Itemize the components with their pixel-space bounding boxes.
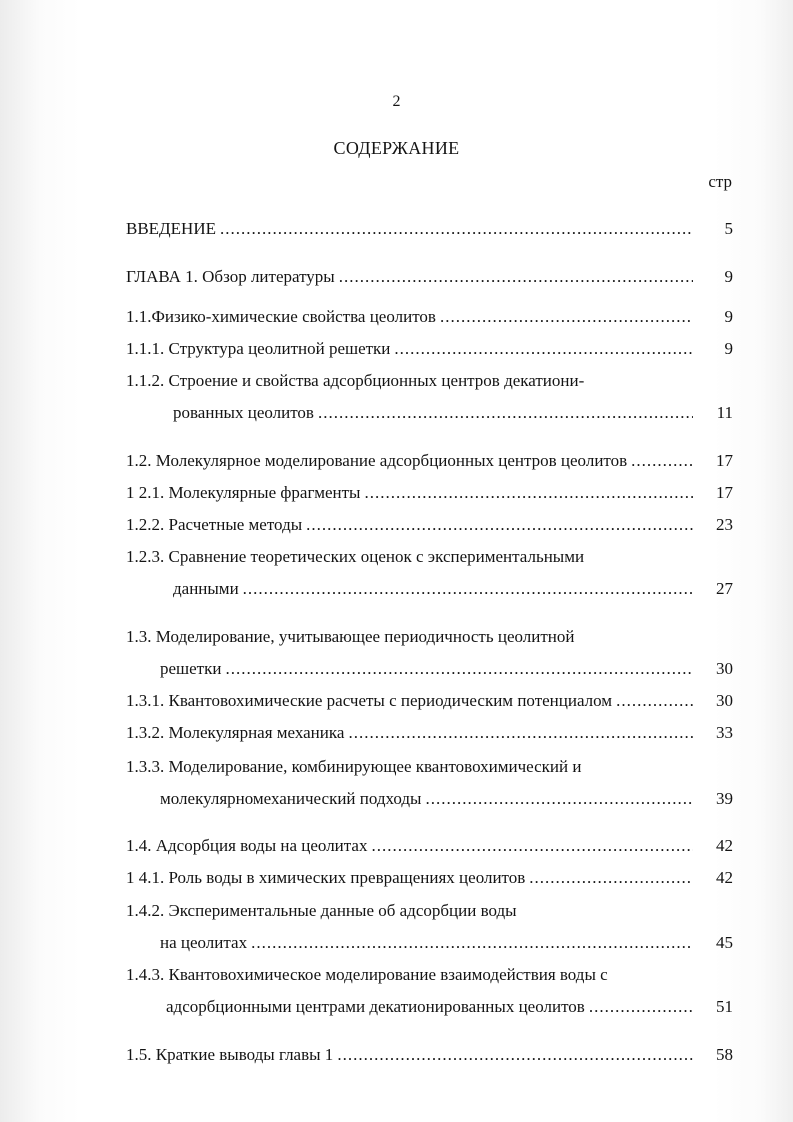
toc-page-number: 45 [716, 933, 733, 952]
toc-entry-title: 1.4.3. Квантовохимическое моделирование взаимодействия воды с [126, 965, 608, 984]
toc-entry-chapter-1 [126, 266, 733, 288]
toc-page-number: 27 [716, 579, 733, 598]
toc-entry-title: 1.5. Краткие выводы главы 1 [126, 1045, 334, 1064]
dot-leader [394, 338, 693, 360]
toc-page-number: 9 [724, 339, 733, 358]
toc-entry-title-continuation: данными [173, 579, 239, 598]
toc-entry-1-1 [126, 306, 733, 328]
toc-page-number: 9 [724, 307, 733, 326]
toc-entry-title: 1.3.3. Моделирование, комбинирующее квантовохимический и [126, 757, 582, 776]
toc-page-number: 17 [716, 451, 733, 470]
toc-entry-title: 1.3.1. Квантовохимические расчеты с периодическим потенциалом [126, 691, 613, 710]
toc-entry-title: 1.4.2. Экспериментальные данные об адсорбции воды [126, 901, 517, 920]
toc-entry-introduction [126, 218, 733, 240]
toc-entry-title: 1.1.1. Структура цеолитной решетки [126, 339, 391, 358]
dot-leader [616, 690, 693, 712]
dot-leader [243, 578, 693, 600]
dot-leader [440, 306, 693, 328]
toc-entry-title-continuation: на цеолитах [160, 933, 248, 952]
toc-entry-1-4-3 [126, 964, 666, 986]
toc-page-number: 42 [716, 868, 733, 887]
page-column-label: стр [708, 172, 732, 191]
toc-entry-1-1-2 [126, 370, 666, 392]
toc-entry-1-4-2 [126, 900, 666, 922]
dot-leader [251, 932, 693, 954]
page-title: СОДЕРЖАНИЕ [333, 138, 460, 158]
toc-entry-title: 1.2.3. Сравнение теоретических оценок с экспериментальными [126, 547, 585, 566]
toc-page-number: 42 [716, 836, 733, 855]
toc-entry-1-2-2 [126, 514, 733, 536]
dot-leader [220, 218, 693, 240]
toc-page-number: 39 [716, 789, 733, 808]
toc-entry-title-continuation: рованных цеолитов [173, 403, 314, 422]
toc-entry-1-1-2-continuation [173, 402, 733, 424]
toc-entry-1-4-3-continuation [166, 996, 733, 1018]
dot-leader [529, 867, 693, 889]
toc-page-number: 23 [716, 515, 733, 534]
dot-leader [339, 266, 693, 288]
toc-entry-title: 1.2. Молекулярное моделирование адсорбционных центров цеолитов [126, 451, 628, 470]
toc-page-number: 51 [716, 997, 733, 1016]
toc-entry-1-1-1 [126, 338, 733, 360]
toc-page-number: 58 [716, 1045, 733, 1064]
toc-page-number: 30 [716, 659, 733, 678]
dot-leader [589, 996, 693, 1018]
toc-entry-1-3-1 [126, 690, 733, 712]
dot-leader [364, 482, 693, 504]
dot-leader [225, 658, 693, 680]
toc-entry-1-2 [126, 450, 733, 472]
toc-entry-title: 1.3. Моделирование, учитывающее периодичность цеолитной [126, 627, 575, 646]
toc-entry-title-continuation: решетки [160, 659, 222, 678]
toc-entry-1-3-continuation [160, 658, 733, 680]
dot-leader [306, 514, 693, 536]
toc-page-number: 30 [716, 691, 733, 710]
toc-entry-title: 1.3.2. Молекулярная механика [126, 723, 345, 742]
toc-entry-1-4-2-continuation [160, 932, 733, 954]
toc-entry-1-3-3 [126, 756, 666, 778]
page-number: 2 [392, 93, 401, 110]
toc-page-number: 17 [716, 483, 733, 502]
dot-leader [337, 1044, 693, 1066]
toc-entry-1-3-3-continuation [160, 788, 733, 810]
toc-entry-title: ГЛАВА 1. Обзор литературы [126, 267, 335, 286]
toc-entry-title: 1.2.2. Расчетные методы [126, 515, 303, 534]
toc-entry-title-continuation: адсорбционными центрами декатионированных цеолитов [166, 997, 585, 1016]
toc-page-number: 11 [716, 403, 733, 422]
toc-entry-1-4-1 [126, 867, 733, 889]
toc-entry-title: ВВЕДЕНИЕ [126, 219, 216, 238]
toc-entry-title: 1.4. Адсорбция воды на цеолитах [126, 836, 368, 855]
toc-entry-1-2-3 [126, 546, 666, 568]
toc-entry-1-4 [126, 835, 733, 857]
dot-leader [348, 722, 693, 744]
dot-leader [371, 835, 693, 857]
toc-entry-1-3 [126, 626, 666, 648]
toc-entry-title: 1 4.1. Роль воды в химических превращениях цеолитов [126, 868, 526, 887]
toc-entry-title: 1.1.Физико-химические свойства цеолитов [126, 307, 436, 326]
toc-entry-title: 1 2.1. Молекулярные фрагменты [126, 483, 361, 502]
toc-entry-1-3-2 [126, 722, 733, 744]
dot-leader [318, 402, 693, 424]
toc-entry-title: 1.1.2. Строение и свойства адсорбционных центров декатиони- [126, 371, 585, 390]
toc-entry-1-5 [126, 1044, 733, 1066]
toc-entry-1-2-1 [126, 482, 733, 504]
dot-leader [631, 450, 693, 472]
toc-page-number: 9 [724, 267, 733, 286]
toc-page-number: 33 [716, 723, 733, 742]
toc-entry-title-continuation: молекулярномеханический подходы [160, 789, 422, 808]
toc-entry-1-2-3-continuation [173, 578, 733, 600]
toc-page-number: 5 [724, 219, 733, 238]
dot-leader [425, 788, 693, 810]
